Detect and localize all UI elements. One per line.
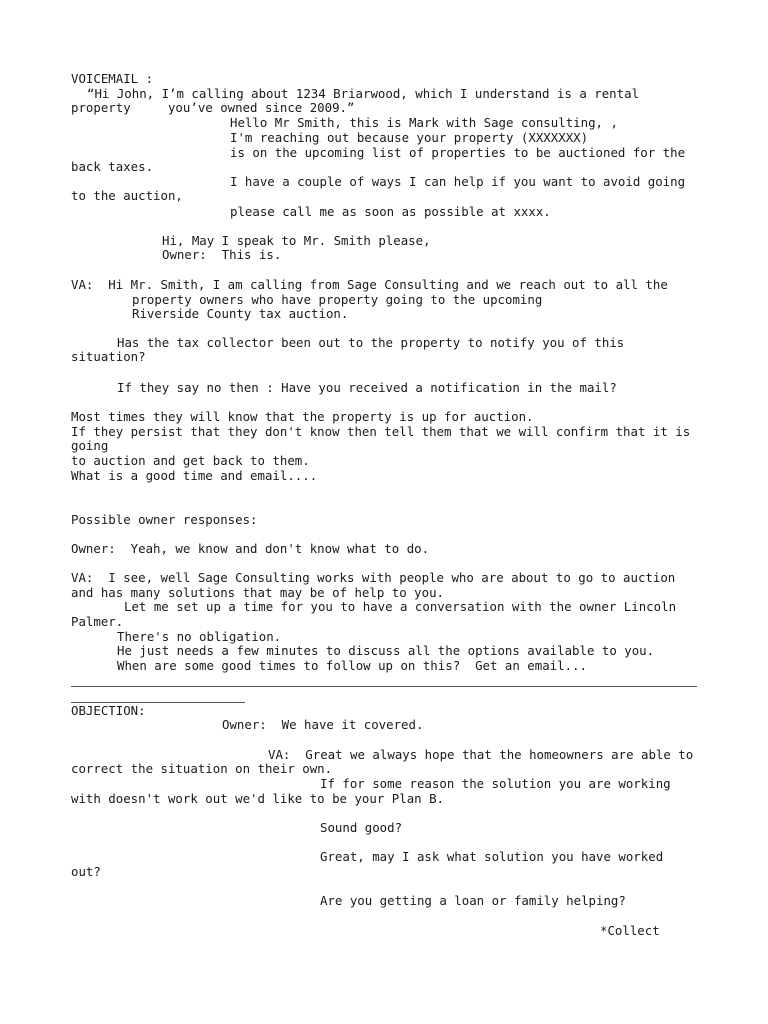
- note-line: What is a good time and email....: [71, 468, 318, 483]
- voicemail-line: Hello Mr Smith, this is Mark with Sage consulting, ,: [230, 115, 618, 130]
- va-response-line: Palmer.: [71, 614, 124, 629]
- voicemail-line: back taxes.: [71, 159, 154, 174]
- voicemail-line: is on the upcoming list of properties to be auctioned for the: [230, 145, 686, 160]
- tax-question-line: situation?: [71, 349, 146, 364]
- objection-ask-line: Great, may I ask what solution you have worked: [320, 849, 664, 864]
- voicemail-line: I have a couple of ways I can help if you want to avoid going: [230, 174, 686, 189]
- va-intro-line: VA: Hi Mr. Smith, I am calling from Sage Consulting and we reach out to all the: [71, 277, 668, 292]
- responses-heading: Possible owner responses:: [71, 512, 258, 527]
- collect-note: *Collect: [600, 923, 660, 938]
- va-response-line: When are some good times to follow up on this? Get an email...: [117, 658, 587, 673]
- divider: [71, 686, 697, 687]
- va-intro-line: Riverside County tax auction.: [132, 306, 349, 321]
- notification-question: If they say no then : Have you received a notification in the mail?: [117, 380, 617, 395]
- voicemail-quote-line: property you’ve owned since 2009.”: [71, 100, 355, 115]
- objection-heading: OBJECTION:: [71, 703, 146, 718]
- va-response-line: Let me set up a time for you to have a conversation with the owner Lincoln: [124, 599, 677, 614]
- va-intro-line: property owners who have property going to the upcoming: [132, 292, 543, 307]
- objection-sound-good: Sound good?: [320, 820, 403, 835]
- voicemail-line: please call me as soon as possible at xxxx.: [230, 204, 551, 219]
- va-response-line: VA: I see, well Sage Consulting works with people who are about to go to auction: [71, 570, 676, 585]
- va-response-line: He just needs a few minutes to discuss all the options available to you.: [117, 643, 655, 658]
- objection-va-line: VA: Great we always hope that the homeowners are able to: [268, 747, 694, 762]
- intro-line: Hi, May I speak to Mr. Smith please,: [162, 233, 431, 248]
- voicemail-line: to the auction,: [71, 188, 183, 203]
- va-response-line: There's no obligation.: [117, 629, 282, 644]
- owner-response: Owner: Yeah, we know and don't know what to do.: [71, 541, 430, 556]
- objection-loan-question: Are you getting a loan or family helping?: [320, 893, 626, 908]
- intro-line: Owner: This is.: [162, 247, 282, 262]
- voicemail-line: I'm reaching out because your property (XXXXXXX): [230, 130, 589, 145]
- note-line: Most times they will know that the property is up for auction.: [71, 409, 534, 424]
- objection-va-line: If for some reason the solution you are working: [320, 776, 671, 791]
- objection-va-line: correct the situation on their own.: [71, 761, 333, 776]
- tax-question-line: Has the tax collector been out to the property to notify you of this: [117, 335, 625, 350]
- voicemail-heading: VOICEMAIL :: [71, 71, 154, 86]
- objection-va-line: with doesn't work out we'd like to be your Plan B.: [71, 791, 444, 806]
- va-response-line: and has many solutions that may be of help to you.: [71, 585, 444, 600]
- objection-owner: Owner: We have it covered.: [222, 717, 424, 732]
- note-line: going: [71, 438, 109, 453]
- objection-ask-line: out?: [71, 864, 101, 879]
- note-line: If they persist that they don't know then tell them that we will confirm that it is: [71, 424, 691, 439]
- voicemail-quote-line: “Hi John, I’m calling about 1234 Briarwood, which I understand is a rental: [87, 86, 640, 101]
- note-line: to auction and get back to them.: [71, 453, 310, 468]
